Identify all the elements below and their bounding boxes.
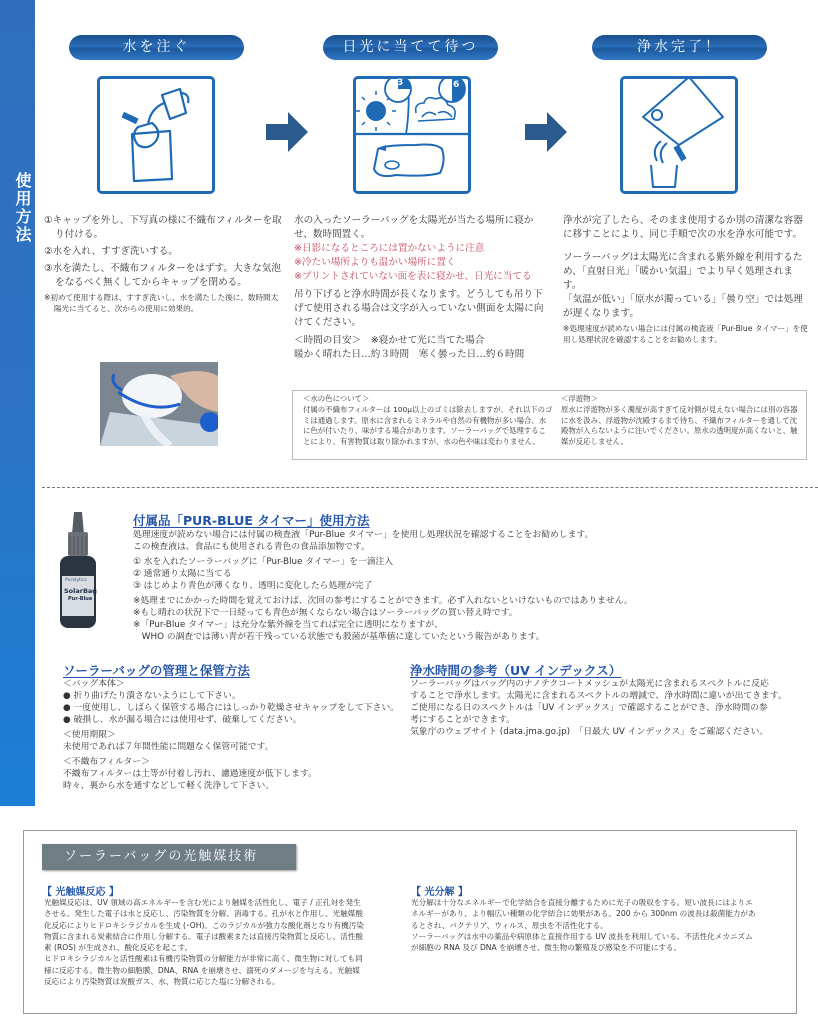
right-arrow-icon <box>525 112 567 152</box>
floating-matter-body: 原水に浮遊物が多く濁度が高すぎて反対側が見えない場合には別の容器に水を汲み、浮遊物が沈殿するまで待ち、不織布フィルターを通して沈殿物が入らないように注いでください。原水の透明度が高くないと、触媒が反応しません。 <box>561 404 798 447</box>
photocatalysis-line: 光触媒反応は、UV 領域の高エネルギーを含む光により触媒を活性化し、電子 / 正孔対を発生 <box>44 898 361 907</box>
time-guide-values: 暖かく晴れた日…約３時間 寒く曇った日…約６時間 <box>294 349 525 360</box>
care-expiry-body: 未使用であれば７年間性能に問題なく保管可能です。 <box>63 742 274 752</box>
badge-3-hours: 3 <box>397 78 404 88</box>
care-filter-body-2: 時々、裏から水を通すなどして軽く洗浄して下さい。 <box>63 781 275 791</box>
photolysis-line: が細胞の RNA 及び DNA を崩壊させ、微生物の繁殖及び感染を不可能にする。 <box>411 943 682 953</box>
photocatalysis-line: 反応により汚染物質は炭酸ガス、水、物質に応じた塩に分解される。 <box>44 977 280 987</box>
uv-heading: 浄水時間の参考（UV インデックス） <box>410 663 622 678</box>
step-label-sunlight: 日光に当てて待つ <box>323 35 498 60</box>
step2-intro: 水の入ったソーラーバッグを太陽光が当たる場所に寝かせ、数時間置く。 <box>294 215 534 240</box>
water-color-note <box>303 394 553 448</box>
pur-blue-intro-1: 処理速度が読めない場合には付属の検査液「Pur-Blue タイマー」を使用し処理状況を確認することをお勧めします。 <box>133 530 594 540</box>
badge-6-hours: 6 <box>453 80 460 90</box>
pur-blue-note-2: ※もし晴れの状況下で一日経っても青色が無くならない場合はソーラーバッグの買い替え時です。 <box>133 608 518 618</box>
pur-blue-step-1: ① 水を入れたソーラーバッグに「Pur-Blue タイマー」を一滴注入 <box>133 557 394 567</box>
pur-blue-bottle-image <box>56 512 100 630</box>
pur-blue-step-3: ③ はじめより青色が薄くなり、透明に変化したら処理が完了 <box>133 581 373 591</box>
step2-instructions <box>294 214 550 362</box>
technology-box <box>23 830 797 1014</box>
photocatalysis-heading: 【 光触媒反応 】 <box>42 887 119 898</box>
care-filter-body-1: 不織布フィルターは土等が付着し汚れ、濾過速度が低下します。 <box>63 769 317 779</box>
sidebar-title: 使用方法 <box>13 172 32 244</box>
step2-warning-1: ※日影になるところには置かないように注意 <box>294 243 485 254</box>
photolysis-body <box>411 897 791 953</box>
photolysis-line: るとされ、バクテリア、ウィルス、原虫を不活性化する。 <box>411 920 608 930</box>
care-bullet-3: ● 破損し、水が漏る場合には使用せず、破棄してください。 <box>63 715 302 725</box>
care-bullet-1: ● 折り曲げたり潰さないようにして下さい。 <box>63 691 241 701</box>
photolysis-line: 光分解は十分なエネルギーで化学結合を直接分離するために光子の吸収をする。短い波長にはよりエ <box>411 898 753 907</box>
pur-blue-note-4: WHO の調査では薄い青が若干残っている状態でも殺菌が基準値に達していたという報告があります。 <box>133 632 545 642</box>
pur-blue-instructions <box>133 529 813 643</box>
photocatalysis-line: 化反応によりヒドロキシラジカルを生成 (･OH)。このラジカルが強力な酸化剤となり有機汚染 <box>44 920 364 930</box>
step1-item-2: ②水を入れ、すすぎ洗いする。 <box>44 246 178 257</box>
pur-blue-intro-2: この検査液は、食品にも使用される青色の食品添加物です。 <box>133 542 370 552</box>
photolysis-heading: 【 光分解 】 <box>411 887 468 898</box>
floating-matter-note <box>561 394 799 448</box>
step3-instructions <box>563 214 809 345</box>
photocatalysis-line: させる。発生した電子は水と反応し、汚染物質を分解、消毒する。孔が水と作用し、光触媒酸 <box>44 909 363 919</box>
step2-warning-3: ※プリントされていない面を表に寝かせ、日光に当てる <box>294 271 532 282</box>
uv-body <box>410 678 810 738</box>
sunlight-wait-icon <box>353 76 471 194</box>
bottle-name: SolarBag <box>64 587 97 595</box>
care-instructions <box>63 678 403 792</box>
photocatalysis-line: ヒドロキシラジカルと活性酸素は有機汚染物質の分解能力が非常に高く、微生物に対しても同 <box>44 954 363 964</box>
uv-line-4: 考にすることができます。 <box>410 715 515 725</box>
time-guide-title: ＜時間の目安＞ ※寝かせて光に当てた場合 <box>294 335 485 346</box>
pur-blue-note-1: ※処理までにかかった時間を覚えておけば、次回の参考にすることができます。必ず入れないといけないものではありません。 <box>133 596 633 606</box>
photocatalysis-line: 様に反応する。微生物の細胞膜、DNA、RNA を崩壊させ、溺死のダメージを与える。光触媒 <box>44 965 360 975</box>
water-color-title: ＜水の色について＞ <box>303 394 370 403</box>
care-filter-title: ＜不織布フィルター＞ <box>63 757 150 767</box>
filter-attachment-photo <box>100 362 218 446</box>
purified-water-icon <box>620 76 738 194</box>
photocatalysis-body <box>44 897 404 987</box>
uv-line-3: ご使用になる日のスペクトルは「UV インデックス」で確認することができ、浄水時間の参 <box>410 703 768 713</box>
pur-blue-note-3: ※「Pur-Blue タイマー」は充分な紫外線を当てれば完全に透明になりますが、 <box>133 620 444 630</box>
step1-instructions <box>44 214 284 314</box>
section-divider <box>42 487 818 488</box>
photolysis-line: ソーラーバッグは水中の薬品や病原体と直接作用する UV 波長を利用している。不活性化メカニズム <box>411 931 753 941</box>
pur-blue-heading: 付属品「PUR-BLUE タイマー」使用方法 <box>133 513 370 528</box>
photocatalysis-line: 物質に含まれる炭素結合に作用し分解する。電子は酸素または直接汚染物質と反応し、活性酸 <box>44 931 363 941</box>
uv-line-2: することで浄水します。太陽光に含まれるスペクトルの増減で、浄水時間に違いが出てきます。 <box>410 691 787 701</box>
step-label-complete: 浄水完了！ <box>592 35 767 60</box>
sidebar-strip <box>0 0 35 806</box>
step1-note: ※初めて使用する際は、すすぎ洗いし、水を満たした後に、数時間太陽光に当てると、次からの使用に効果的。 <box>44 293 279 313</box>
care-bullet-2: ● 一度使用し、しばらく保管する場合にはしっかり乾燥させキャップをして下さい。 <box>63 703 399 713</box>
bottle-brand: Puralytics <box>65 578 87 583</box>
step-label-pour: 水を注ぐ <box>69 35 244 60</box>
technology-banner: ソーラーバッグの光触媒技術 <box>42 844 296 870</box>
step3-paragraph-3: 「気温が低い」「原水が濁っている」「曇り空」では処理が遅くなります。 <box>563 294 803 319</box>
pour-water-icon <box>97 76 215 194</box>
uv-line-1: ソーラーバッグはバッグ内のナノテクコートメッシュが太陽光に含まれるスペクトルに反応 <box>410 679 769 689</box>
care-body-title: ＜バッグ本体＞ <box>63 679 125 689</box>
step1-item-3: ③水を満たし、不織布フィルターをはずす。大きな気泡をなるべく無くしてからキャップを閉める。 <box>44 263 281 288</box>
step3-note: ※処理速度が読めない場合には付属の検査液「Pur-Blue タイマー」を使用し処理状況を確認することをお勧めします。 <box>563 324 808 344</box>
water-info-box <box>292 390 807 460</box>
step3-paragraph-1: 浄水が完了したら、そのまま使用するか別の清潔な容器に移すことにより、同じ手順で次の水を浄水可能です。 <box>563 215 803 240</box>
care-expiry-title: ＜使用期限＞ <box>63 730 116 740</box>
photocatalysis-line: 素 (ROS) が生成され、酸化反応を起こす。 <box>44 943 193 953</box>
step3-paragraph-2: ソーラーバッグは太陽光に含まれる紫外線を利用するため、「直射日光」「暖かい気温」でより早く処理されます。 <box>563 252 803 291</box>
step2-hanging-note: 吊り下げると浄水時間が長くなります。どうしても吊り下げて使用される場合は文字が入っていない側面を太陽に向けてください。 <box>294 289 544 328</box>
photolysis-line: ネルギーがあり、より幅広い種類の化学結合に効果がある。200 から 300nm の波長は殺菌能力があ <box>411 909 756 919</box>
pur-blue-step-2: ② 通常通り太陽に当てる <box>133 569 232 579</box>
step1-item-1: ①キャップを外し、下写真の様に不織布フィルターを取り付ける。 <box>44 215 282 240</box>
uv-line-5: 気象庁のウェブサイト (data.jma.go.jp) 「日最大 UV インデックス」をご確認ください。 <box>410 727 769 737</box>
right-arrow-icon <box>266 112 308 152</box>
care-heading: ソーラーバッグの管理と保管方法 <box>63 663 250 678</box>
floating-matter-title: ＜浮遊物＞ <box>561 394 598 403</box>
water-color-body: 付属の不織布フィルターは 100μ以上のゴミは除去しますが、それ以下のゴミは通過します。原水に含まれるミネラルや自然の有機物が多い場合、水に色が付いたり、味がする場合があります。ソーラーバッグで処理することにより、有害物質は取り除かれますが、水の色や味は変わりません。 <box>303 404 553 447</box>
step2-warning-2: ※冷たい場所よりも温かい場所に置く <box>294 257 456 268</box>
bottle-sub: Pur-Blue <box>68 596 93 602</box>
